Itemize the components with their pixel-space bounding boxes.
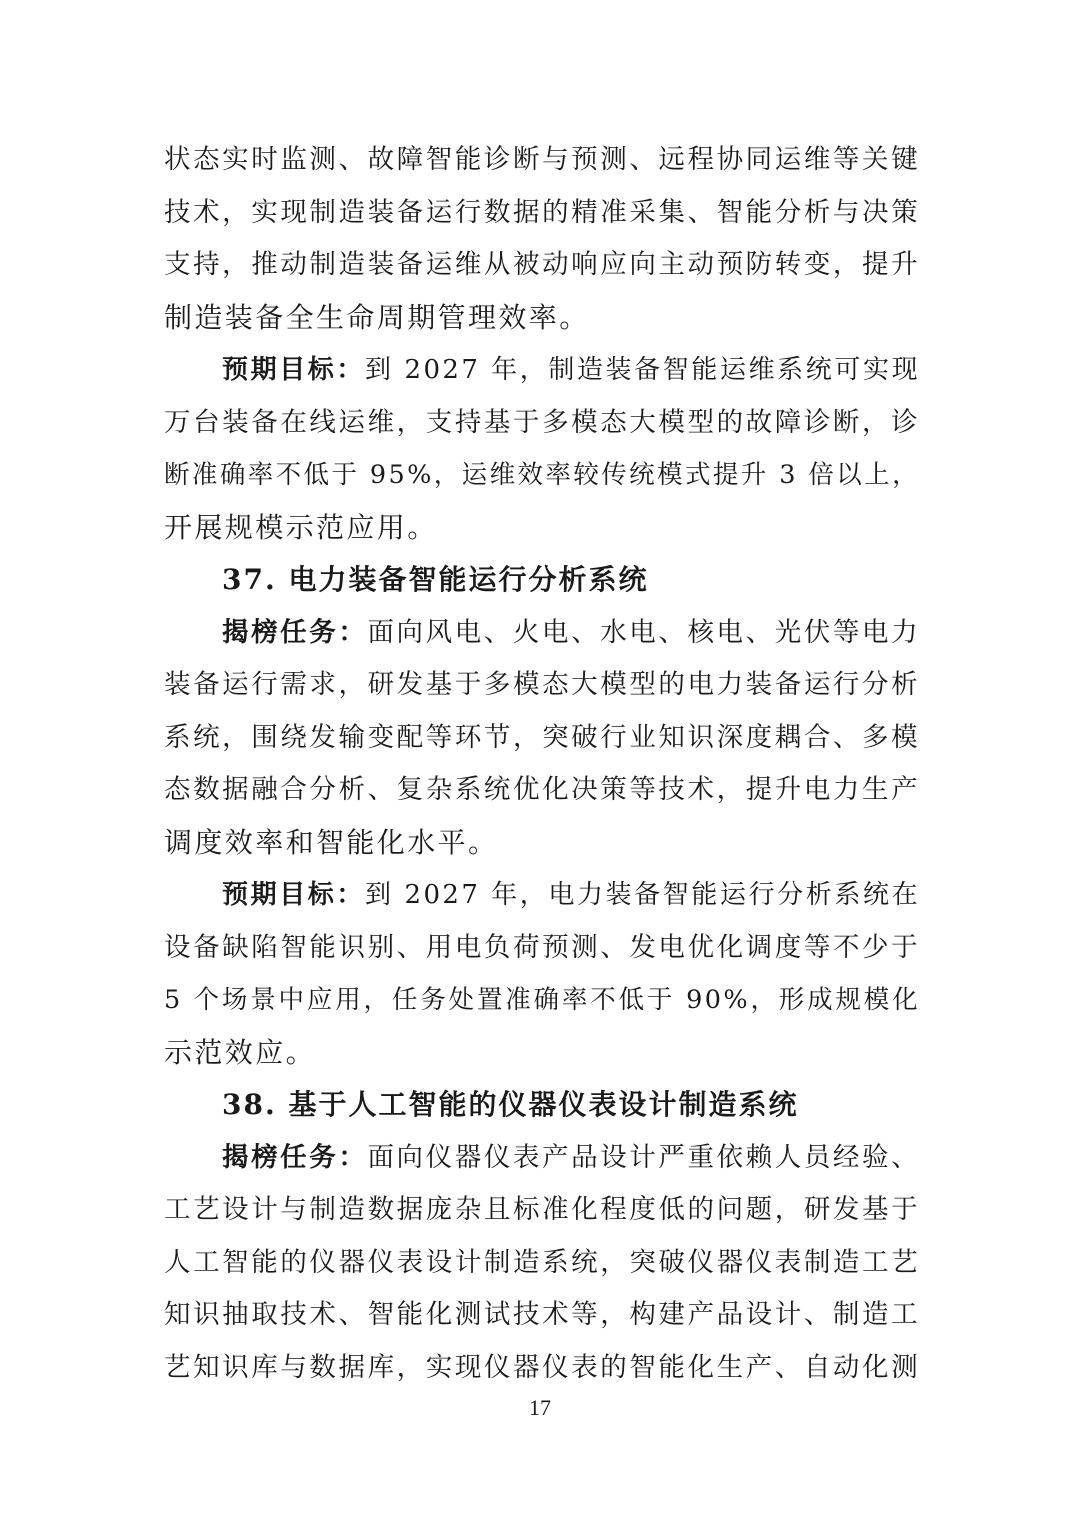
paragraph-line: 技术，实现制造装备运行数据的精准采集、智能分析与决策 <box>164 196 920 228</box>
expected-goal-line: 预期目标：到 2027 年，电力装备智能运行分析系统在 <box>222 880 920 910</box>
paragraph-line: 系统，围绕发输变配等环节，突破行业知识深度耦合、多模 <box>164 721 920 753</box>
paragraph-line: 示范效应。 <box>164 1035 317 1069</box>
task-label: 揭榜任务： <box>222 616 368 648</box>
expected-goal-label: 预期目标： <box>222 880 366 910</box>
expected-goal-line: 预期目标：到 2027 年，制造装备智能运维系统可实现 <box>222 355 920 385</box>
paragraph-line: 制造装备全生命周期管理效率。 <box>164 300 590 334</box>
paragraph-line: 工艺设计与制造数据庞杂且标准化程度低的问题，研发基于 <box>164 1194 920 1225</box>
paragraph-line: 设备缺陷智能识别、用电负荷预测、发电优化调度等不少于 <box>164 931 920 963</box>
section-heading-37: 37. 电力装备智能运行分析系统 <box>222 563 649 596</box>
paragraph-line: 调度效率和智能化水平。 <box>164 825 499 859</box>
paragraph-line: 状态实时监测、故障智能诊断与预测、远程协同运维等关键 <box>164 144 920 175</box>
paragraph-line: 装备运行需求，研发基于多模态大模型的电力装备运行分析 <box>164 669 920 700</box>
expected-goal-label: 预期目标： <box>222 355 366 385</box>
paragraph-line: 支持，推动制造装备运维从被动响应向主动预防转变，提升 <box>164 249 920 280</box>
body-text <box>164 134 920 1394</box>
paragraph-line: 人工智能的仪器仪表设计制造系统，突破仪器仪表制造工艺 <box>164 1246 920 1278</box>
paragraph-line: 5 个场景中应用，任务处置准确率不低于 90%，形成规模化 <box>164 985 920 1015</box>
task-line: 揭榜任务：面向风电、火电、水电、核电、光伏等电力 <box>222 616 921 648</box>
page-number: 17 <box>529 1395 551 1420</box>
paragraph-line: 开展规模示范应用。 <box>164 510 438 544</box>
paragraph-line: 万台装备在线运维，支持基于多模态大模型的故障诊断，诊 <box>164 406 920 438</box>
paragraph-line: 态数据融合分析、复杂系统优化决策等技术，提升电力生产 <box>164 774 920 805</box>
paragraph-line: 断准确率不低于 95%，运维效率较传统模式提升 3 倍以上， <box>164 460 920 490</box>
paragraph-line: 艺知识库与数据库，实现仪器仪表的智能化生产、自动化测 <box>164 1351 920 1383</box>
paragraph-line: 知识抽取技术、智能化测试技术等，构建产品设计、制造工 <box>164 1299 920 1330</box>
task-line: 揭榜任务：面向仪器仪表产品设计严重依赖人员经验、 <box>222 1141 921 1173</box>
section-heading-38: 38. 基于人工智能的仪器仪表设计制造系统 <box>222 1088 799 1121</box>
task-label: 揭榜任务： <box>222 1141 368 1173</box>
